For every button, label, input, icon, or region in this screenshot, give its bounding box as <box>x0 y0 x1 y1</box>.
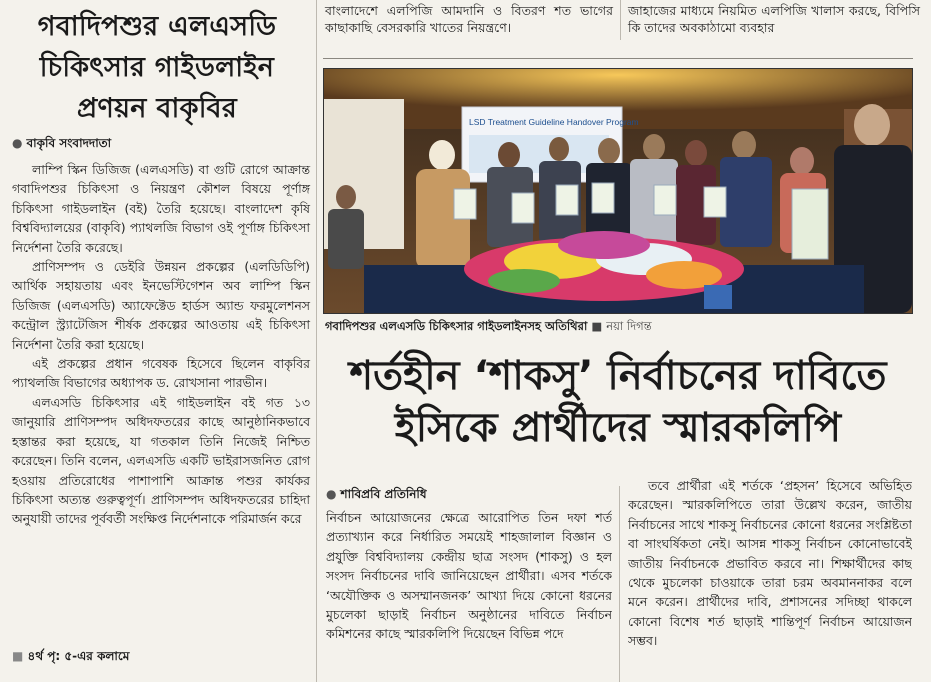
headline-line: শর্তহীন ‘শাকসু’ নির্বাচনের দাবিতে <box>349 353 887 399</box>
paragraph: নির্বাচন আয়োজনের ক্ষেত্রে আরোপিত তিন দফা শর্ত প্রত্যাখ্যান করে নির্ধারিত সময়েই শাহজালাল বিজ্ঞান ও প্রযুক্তি বিশ্ববিদ্যালয় কেন্দ্রীয় ছাত্র সংসদ (শাকসু) ও হল সংসদ নির্বাচনের দাবি জানিয়েছেন প্রার্থীরা। এসব শর্তকে ‘অযৌক্তিক ও অসম্মানজনক’ আখ্যা দিয়ে কোনো ধরনের মুচলেকা ছাড়াই নির্বাচন অনুষ্ঠানের দাবিতে নির্বাচন কমিশনের কাছে স্মারকলিপি দিয়েছেন বিভিন্ন পদে <box>326 510 612 642</box>
headline-line: চিকিৎসার গাইডলাইন <box>39 52 275 83</box>
main-headline <box>328 350 908 454</box>
paragraph: তবে প্রার্থীরা এই শর্তকে ‘প্রহসন’ হিসেবে অভিহিত করেছেন। স্মারকলিপিতে তারা উল্লেখ করেন, জাতীয় নির্বাচনের সাথে শাকসু নির্বাচনের কোনো ধরনের সংশ্লিষ্টতা বা সাংঘর্ষিকতা নেই। আসন্ন শাকসু নির্বাচন কোনোভাবেই জাতীয় নির্বাচনকে প্রভাবিত করবে না। শিক্ষার্থীদের কাছ থেকে মুচলেকা চাওয়াকে তারা চরম অবমাননাকর বলে মনে করেন। প্রার্থীদের দাবি, প্রশাসনের সদিচ্ছা থাকলে কোনো বিশেষ শর্ত ছাড়াই শান্তিপূর্ণ নির্বাচন আয়োজন সম্ভব। <box>628 478 912 649</box>
headline-line: প্রণয়ন বাকৃবির <box>77 93 237 124</box>
event-photo-illustration <box>324 69 912 313</box>
paragraph: এলএসডি চিকিৎসার এই গাইডলাইন বই গত ১৩ জানুয়ারি প্রাণিসম্পদ অধিদফতরের কাছে আনুষ্ঠানিকভাবে হস্তান্তর করা হয়েছে, যা গতকাল তিনি নিজেই নিশ্চিত করেছেন। তিনি বলেন, এলএসডি একটি ভাইরাসজনিত রোগ হওয়ায় প্রতিরোধের পাশাপাশি আক্রান্ত পশুর কার্যকর চিকিৎসা অত্যন্ত গুরুত্বপূর্ণ। প্রাণিসম্পদ অধিদফতরের চাহিদা অনুযায়ী তাদের পূর্ববর্তী সংক্ষিপ্ত নির্দেশনাকে পরিমার্জন করে <box>12 394 310 527</box>
main-article-col2 <box>628 476 912 682</box>
main-article-col1 <box>326 508 612 682</box>
banner-text: LSD Treatment Guideline Handover Program <box>469 117 639 127</box>
section-divider <box>323 58 913 59</box>
continued-jump: ■ ৪র্থ পৃ: ৫-এর কলামে <box>12 649 130 663</box>
folder <box>704 285 732 309</box>
bullet-icon: ● <box>12 136 23 150</box>
top-strip-col1: বাংলাদেশে এলপিজি আমদানি ও বিতরণ শত ভাগের কাছাকাছি বেসরকারি খাতের নিয়ন্ত্রণে। <box>325 3 613 35</box>
paragraph: প্রাণিসম্পদ ও ডেইরি উন্নয়ন প্রকল্পের (এলডিডিপি) আর্থিক সহায়তায় এবং ইনভেস্টিগেশন অব লাম্পি স্কিন ডিজিজ (এলএসডি) অ্যাফেক্টেড হার্ডস অ্যান্ড ফরমুলেশনস কন্ট্রোল স্ট্র্যাটেজিস শীর্ষক প্রকল্পের আওতায় এই চিকিৎসা নির্দেশনা তৈরি করা হয়েছে। <box>12 259 310 352</box>
paragraph: এই প্রকল্পের প্রধান গবেষক হিসেবে ছিলেন বাকৃবির প্যাথলজি বিভাগের অধ্যাপক ড. রোখসানা পারভীন। <box>12 356 310 391</box>
top-strip-col2: জাহাজের মাধ্যমে নিয়মিত এলপিজি খালাস করছে, বিপিসি কি তাদের অবকাঠামো ব্যবহার <box>628 3 920 35</box>
square-icon: ■ <box>12 649 24 663</box>
paragraph: লাম্পি স্কিন ডিজিজ (এলএসডি) বা গুটি রোগে আক্রান্ত গবাদিপশুর চিকিৎসা ও নিয়ন্ত্রণ কৌশল বিষয়ে পূর্ণাঙ্গ চিকিৎসা গাইডলাইন (বই) তৈরি হয়েছে। বাংলাদেশ কৃষি বিশ্ববিদ্যালয়ের (বাকৃবি) প্যাথলজি বিভাগ ওই পূর্ণাঙ্গ চিকিৎসা নির্দেশনা তৈরি করেছে। <box>12 162 310 255</box>
column-rule <box>316 0 317 682</box>
headline-line: ইসিকে প্রার্থীদের স্মারকলিপি <box>394 405 842 451</box>
left-headline <box>8 6 306 129</box>
photo-caption: গবাদিপশুর এলএসডি চিকিৎসার গাইডলাইনসহ অতিথিরা ■ নয়া দিগন্ত <box>325 319 652 333</box>
headline-line: গবাদিপশুর এলএসডি <box>37 11 277 42</box>
square-icon: ■ <box>591 319 603 333</box>
left-article-body <box>12 160 310 529</box>
left-byline: ● বাকৃবি সংবাদদাতা <box>12 136 112 150</box>
column-rule <box>620 0 621 40</box>
bullet-icon: ● <box>326 487 337 501</box>
photo-credit: নয়া দিগন্ত <box>606 319 652 333</box>
column-rule <box>619 486 620 682</box>
news-photo <box>323 68 913 314</box>
main-byline: ● শাবিপ্রবি প্রতিনিধি <box>326 487 427 501</box>
